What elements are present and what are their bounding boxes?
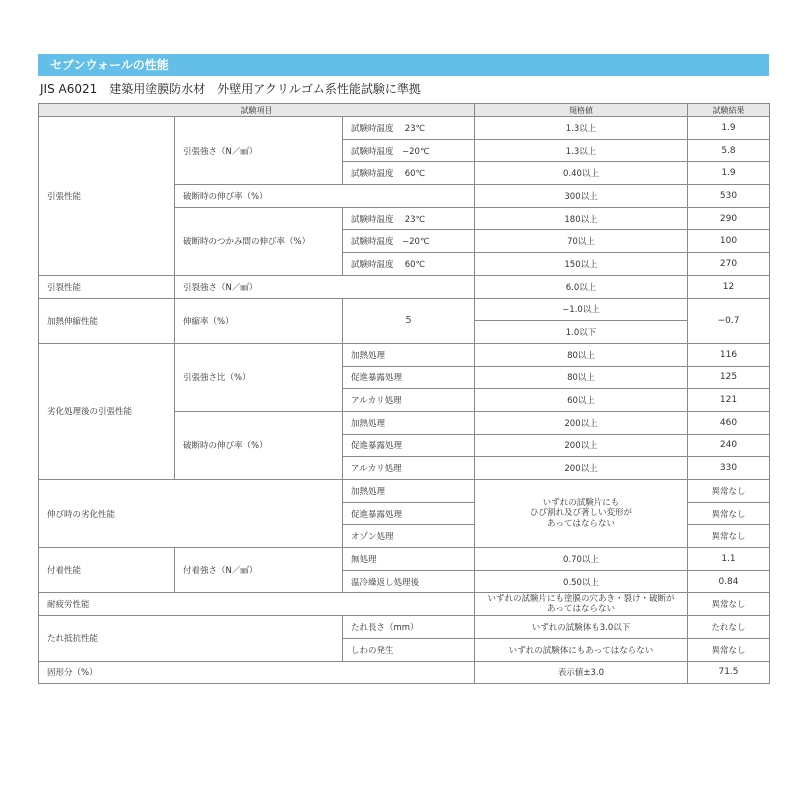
subitem-label: 伸縮率（%） — [175, 298, 343, 343]
result-cell: 100 — [688, 230, 770, 253]
result-cell: 530 — [688, 185, 770, 208]
subitem-label: 付着強さ（N／㎟） — [175, 548, 343, 593]
standard-cell: いずれの試験体にもあってはならない — [475, 638, 688, 661]
standard-cell: 表示値±3.0 — [475, 661, 688, 684]
category-label: 引張性能 — [39, 117, 175, 276]
result-cell: 1.9 — [688, 162, 770, 185]
footnote-marker: 5 — [343, 298, 475, 343]
condition-cell: 促進暴露処理 — [343, 502, 475, 525]
standard-cell: 60以上 — [475, 389, 688, 412]
condition-cell: 加熱処理 — [343, 411, 475, 434]
standard-cell: いずれの試験体も3.0以下 — [475, 616, 688, 639]
header-test-item: 試験項目 — [39, 104, 475, 117]
category-label: たれ抵抗性能 — [39, 616, 343, 661]
condition-cell: 温冷繰返し処理後 — [343, 570, 475, 593]
result-cell: 240 — [688, 434, 770, 457]
category-label: 加熱伸縮性能 — [39, 298, 175, 343]
result-cell: 125 — [688, 366, 770, 389]
subitem-label: 破断時のつかみ間の伸び率（%） — [175, 207, 343, 275]
standard-cell: 0.40以上 — [475, 162, 688, 185]
condition-cell: 試験時温度 23℃ — [343, 207, 475, 230]
result-cell: たれなし — [688, 616, 770, 639]
standard-cell: いずれの試験片にも ひび割れ及び著しい変形が あってはならない — [475, 480, 688, 548]
category-label: 固形分（%） — [39, 661, 475, 684]
header-standard: 規格値 — [475, 104, 688, 117]
standard-cell: 300以上 — [475, 185, 688, 208]
header-result: 試験結果 — [688, 104, 770, 117]
condition-cell: たれ長さ（mm） — [343, 616, 475, 639]
result-cell: 5.8 — [688, 139, 770, 162]
result-cell: 異常なし — [688, 638, 770, 661]
standard-cell: 200以上 — [475, 411, 688, 434]
condition-cell: アルカリ処理 — [343, 457, 475, 480]
table-row — [39, 593, 770, 616]
condition-cell: 無処理 — [343, 548, 475, 571]
condition-cell: 促進暴露処理 — [343, 434, 475, 457]
result-cell: 異常なし — [688, 593, 770, 616]
subitem-label: 破断時の伸び率（%） — [175, 185, 475, 208]
page-subtitle: JIS A6021 建築用塗膜防水材 外壁用アクリルゴム系性能試験に準拠 — [40, 82, 421, 96]
standard-cell: 1.0以下 — [475, 321, 688, 344]
result-cell: 71.5 — [688, 661, 770, 684]
category-label: 付着性能 — [39, 548, 175, 593]
result-cell: 330 — [688, 457, 770, 480]
result-cell: 1.1 — [688, 548, 770, 571]
result-cell: 0.84 — [688, 570, 770, 593]
condition-cell: しわの発生 — [343, 638, 475, 661]
standard-cell: 200以上 — [475, 434, 688, 457]
condition-cell: 加熱処理 — [343, 480, 475, 503]
condition-cell: 加熱処理 — [343, 343, 475, 366]
table-row — [39, 548, 770, 571]
performance-table — [38, 103, 770, 684]
result-cell: 290 — [688, 207, 770, 230]
category-label: 引裂性能 — [39, 275, 175, 298]
standard-cell: 70以上 — [475, 230, 688, 253]
table-header-row — [39, 104, 770, 117]
result-cell: 121 — [688, 389, 770, 412]
section-banner: セブンウォールの性能 — [38, 54, 769, 76]
condition-cell: 試験時温度 60℃ — [343, 162, 475, 185]
result-cell: −0.7 — [688, 298, 770, 343]
table-row — [39, 117, 770, 140]
table-row — [39, 275, 770, 298]
subitem-label: 破断時の伸び率（%） — [175, 411, 343, 479]
condition-cell: 試験時温度 −20℃ — [343, 139, 475, 162]
standard-cell: −1.0以上 — [475, 298, 688, 321]
subitem-label: 引張強さ（N／㎟） — [175, 117, 343, 185]
condition-cell: アルカリ処理 — [343, 389, 475, 412]
subitem-label: 引張強さ比（%） — [175, 343, 343, 411]
table-row — [39, 298, 770, 321]
standard-cell: 0.70以上 — [475, 548, 688, 571]
category-label: 耐疲労性能 — [39, 593, 475, 616]
standard-cell: 150以上 — [475, 253, 688, 276]
result-cell: 460 — [688, 411, 770, 434]
table-row — [39, 616, 770, 639]
subitem-label: 引裂強さ（N／㎟） — [175, 275, 475, 298]
standard-cell: 180以上 — [475, 207, 688, 230]
standard-cell: いずれの試験片にも塗膜の穴あき・裂け・破断が あってはならない — [475, 593, 688, 616]
table-row — [39, 480, 770, 503]
condition-cell: 促進暴露処理 — [343, 366, 475, 389]
result-cell: 270 — [688, 253, 770, 276]
result-cell: 116 — [688, 343, 770, 366]
category-label: 劣化処理後の引張性能 — [39, 343, 175, 479]
standard-cell: 1.3以上 — [475, 139, 688, 162]
condition-cell: 試験時温度 23℃ — [343, 117, 475, 140]
result-cell: 1.9 — [688, 117, 770, 140]
standard-cell: 1.3以上 — [475, 117, 688, 140]
standard-cell: 6.0以上 — [475, 275, 688, 298]
standard-cell: 80以上 — [475, 343, 688, 366]
category-label: 伸び時の劣化性能 — [39, 480, 343, 548]
result-cell: 異常なし — [688, 502, 770, 525]
condition-cell: 試験時温度 −20℃ — [343, 230, 475, 253]
condition-cell: 試験時温度 60℃ — [343, 253, 475, 276]
result-cell: 異常なし — [688, 480, 770, 503]
standard-cell: 80以上 — [475, 366, 688, 389]
result-cell: 異常なし — [688, 525, 770, 548]
table-row — [39, 343, 770, 366]
result-cell: 12 — [688, 275, 770, 298]
table-row — [39, 661, 770, 684]
standard-cell: 0.50以上 — [475, 570, 688, 593]
standard-cell: 200以上 — [475, 457, 688, 480]
condition-cell: オゾン処理 — [343, 525, 475, 548]
